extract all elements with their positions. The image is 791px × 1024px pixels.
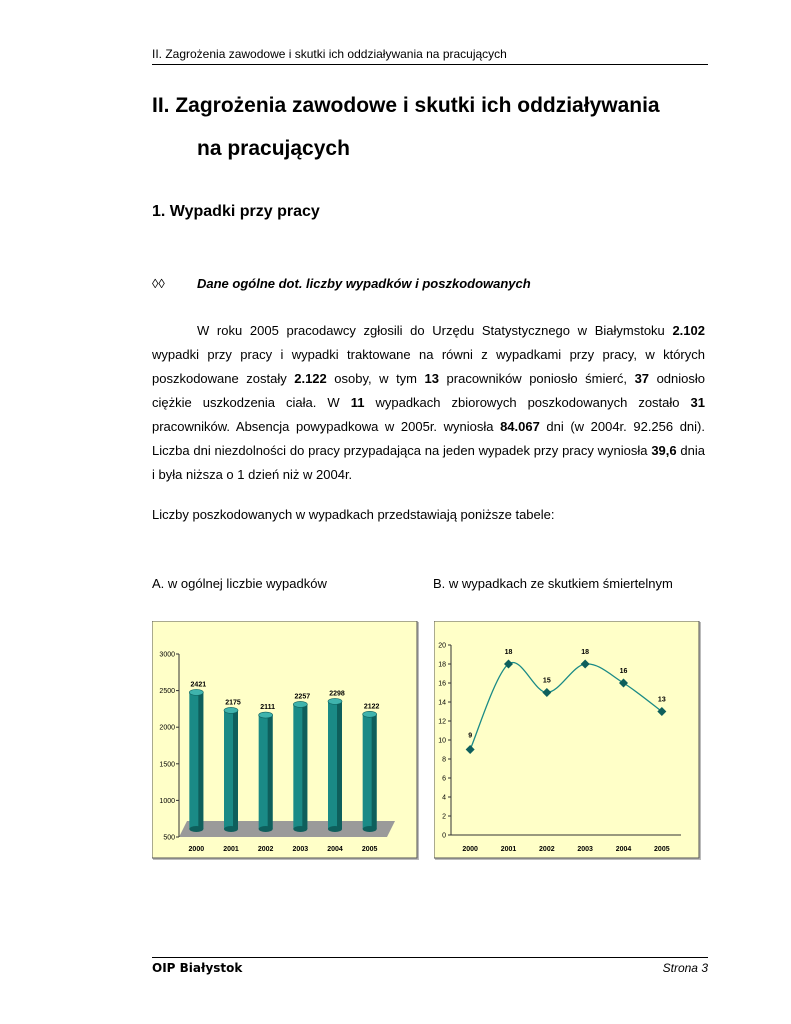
x-tick-label: 2004 [327, 846, 343, 853]
x-tick-label: 2005 [361, 846, 378, 853]
data-label: 2175 [225, 699, 241, 707]
y-tick-label: 1500 [159, 761, 175, 769]
page-title-line-2: na pracujących [197, 137, 350, 160]
x-tick-label: 2002 [257, 846, 274, 853]
serious-count: 37 [634, 371, 650, 386]
bar-top [328, 698, 342, 704]
data-label: 18 [504, 649, 513, 656]
data-label: 15 [542, 677, 551, 685]
subsection-title: Dane ogólne dot. liczby wypadków i poszkodowanych [197, 276, 531, 291]
injured-count: 2.122 [294, 371, 327, 386]
running-header: II. Zagrożenia zawodowe i skutki ich oddziaływania na pracujących [152, 47, 708, 65]
bar [363, 711, 377, 832]
bar-base [224, 826, 238, 832]
data-label: 18 [581, 649, 590, 656]
x-tick-label: 2001 [500, 846, 517, 853]
bar [259, 712, 273, 832]
y-tick-label: 20 [438, 642, 446, 650]
bar-top [189, 689, 203, 695]
x-tick-label: 2000 [462, 846, 478, 853]
bar [293, 701, 307, 832]
bar-base [293, 826, 307, 832]
data-label: 13 [657, 696, 666, 704]
y-tick-label: 12 [438, 718, 446, 726]
x-tick-label: 2000 [188, 846, 205, 853]
y-tick-label: 1000 [159, 797, 175, 805]
y-tick-label: 3000 [159, 651, 175, 659]
body-paragraph: W roku 2005 pracodawcy zgłosili do Urzędu Statystycznego w Białymstoku 2.102 wypadki przy pracy i wypadki traktowane na równi z wypadkami przy pracy, w których poszkodowane zostały 2.122 osoby, w tym 13 pracowników poniosło śmierć, 37 odniosło ciężkie uszkodzenia ciała. W 11 wypadkach zbiorowych poszkodowanych zostało 31 pracowników. Absencja powypadkowa w 2005r. wyniosła 84.067 dni (w 2004r. 92.256 dni). Liczba dni niezdolności do pracy przypadająca na jeden wypadek przy pracy wyniosła 39,6 dnia i była niższa o 1 dzień niż w 2004r. [152, 323, 705, 482]
tables-intro: Liczby poszkodowanych w wypadkach przedstawiają poniższe tabele: [152, 507, 555, 522]
bar-top [224, 707, 238, 713]
bar-base [363, 826, 377, 832]
x-tick-label: 2003 [577, 846, 593, 853]
data-label: 2122 [363, 703, 380, 711]
bar-base [189, 826, 203, 832]
y-tick-label: 0 [442, 832, 446, 840]
bar [189, 689, 203, 832]
bar [224, 707, 238, 832]
data-label: 2421 [190, 681, 207, 689]
y-tick-label: 2500 [159, 688, 175, 696]
y-tick-label: 2000 [159, 724, 175, 732]
group-injured-count: 31 [690, 395, 705, 410]
x-tick-label: 2005 [654, 846, 670, 853]
chart-a-caption: A. w ogólnej liczbie wypadków [152, 576, 327, 591]
data-label: 16 [619, 668, 628, 675]
section-title: 1. Wypadki przy pracy [152, 203, 320, 220]
bar-base [259, 826, 273, 832]
bar-shade [233, 710, 238, 829]
diamond-bullet-icon: ◊◊ [152, 276, 165, 291]
absence-days: 84.067 [500, 419, 540, 434]
data-label: 2111 [260, 704, 276, 712]
bar-shade [337, 701, 342, 829]
data-label: 2298 [329, 690, 345, 698]
y-tick-label: 6 [442, 775, 446, 783]
bar-shade [302, 704, 307, 829]
group-accidents-count: 11 [350, 395, 365, 410]
x-tick-label: 2004 [615, 846, 632, 853]
chart-floor [179, 821, 395, 837]
chart-b-caption: B. w wypadkach ze skutkiem śmiertelnym [433, 576, 673, 591]
footer-divider [152, 957, 708, 958]
line-chart-fatal [434, 621, 702, 861]
bar-top [293, 701, 307, 707]
footer-organization: OIP Białystok [152, 961, 243, 975]
y-tick-label: 8 [442, 756, 446, 764]
accidents-count: 2.102 [672, 323, 705, 338]
y-tick-label: 10 [438, 737, 446, 745]
bar [328, 698, 342, 832]
y-tick-label: 500 [163, 834, 175, 842]
fatal-count: 13 [424, 371, 440, 386]
x-tick-label: 2001 [223, 846, 239, 853]
y-tick-label: 2 [442, 813, 446, 821]
y-tick-label: 14 [438, 699, 446, 707]
data-label: 2257 [294, 693, 311, 701]
bar-shade [198, 692, 203, 829]
x-tick-label: 2002 [539, 846, 555, 853]
page-title-line-1: II. Zagrożenia zawodowe i skutki ich oddziaływania [152, 94, 660, 117]
bar-chart-total-injured [152, 621, 420, 861]
page-number: Strona 3 [662, 961, 708, 975]
y-tick-label: 4 [442, 794, 446, 802]
x-tick-label: 2003 [292, 846, 309, 853]
y-tick-label: 16 [438, 680, 446, 688]
bar-top [259, 712, 273, 718]
bar-base [328, 826, 342, 832]
data-label: 9 [468, 732, 473, 740]
bar-top [363, 711, 377, 717]
y-tick-label: 18 [438, 661, 446, 669]
days-per-accident: 39,6 [651, 443, 677, 458]
bar-shade [268, 715, 273, 829]
bar-shade [372, 714, 377, 829]
